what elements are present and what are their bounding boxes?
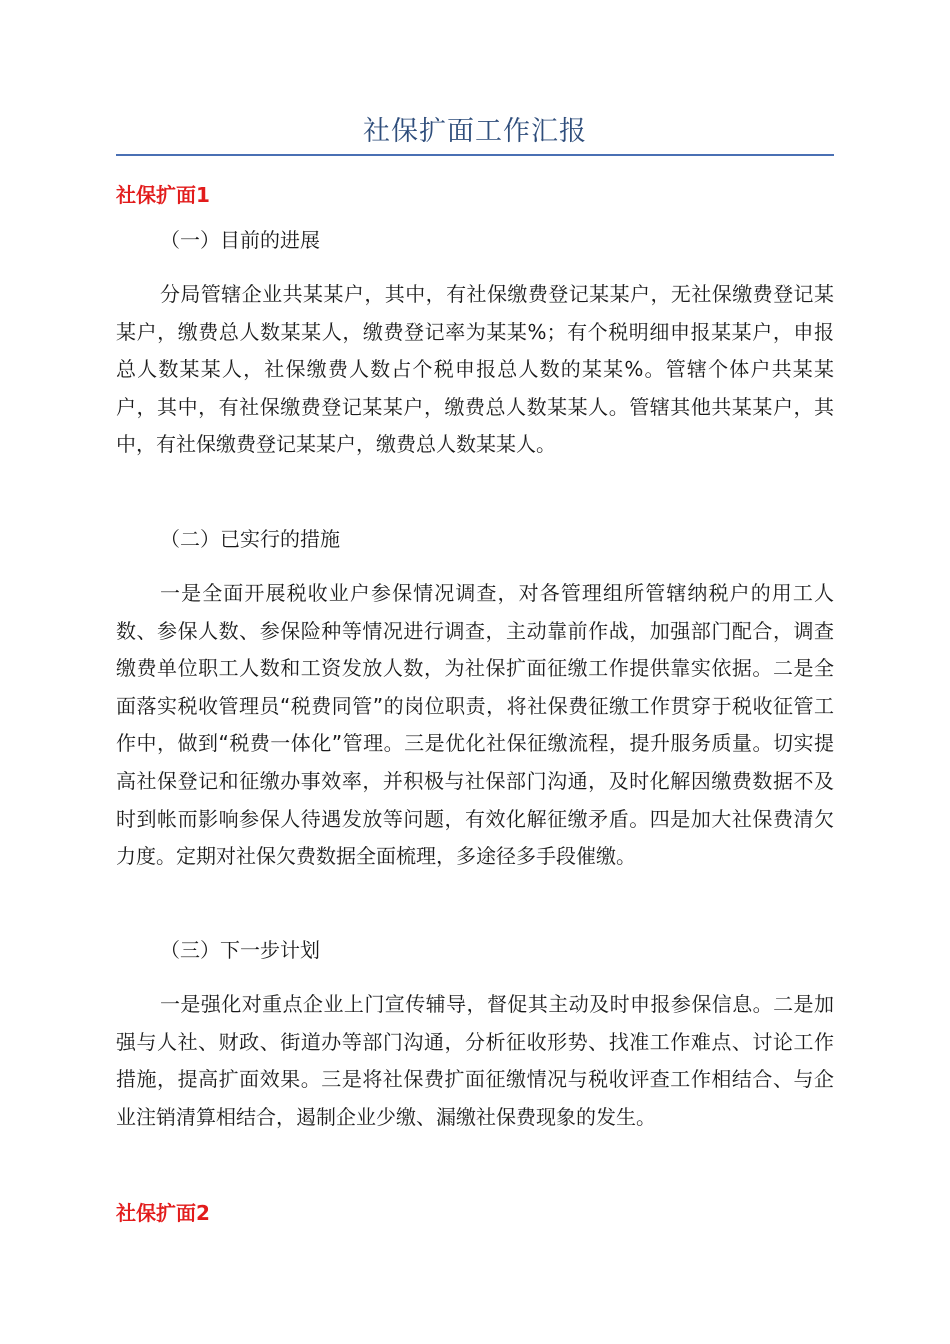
subsection-heading-measures: （二）已实行的措施 <box>160 527 340 551</box>
section-heading-1: 社保扩面1 <box>116 183 210 207</box>
subsection-heading-progress: （一）目前的进展 <box>160 228 320 252</box>
paragraph-progress: 分局管辖企业共某某户，其中，有社保缴费登记某某户，无社保缴费登记某某户，缴费总人数某某人，缴费登记率为某某%；有个税明细申报某某户，申报总人数某某人，社保缴费人数占个税申报总人数的某某%。管辖个体户共某某户，其中，有社保缴费登记某某户，缴费总人数某某人。管辖其他共某某户，其中，有社保缴费登记某某户，缴费总人数某某人。 <box>116 282 834 457</box>
paragraph-measures: 一是全面开展税收业户参保情况调查，对各管理组所管辖纳税户的用工人数、参保人数、参保险种等情况进行调查，主动靠前作战，加强部门配合，调查缴费单位职工人数和工资发放人数，为社保扩面征缴工作提供靠实依据。二是全面落实税收管理员“税费同管”的岗位职责，将社保费征缴工作贯穿于税收征管工作中，做到“税费一体化”管理。三是优化社保征缴流程，提升服务质量。切实提高社保登记和征缴办事效率，并积极与社保部门沟通，及时化解因缴费数据不及时到帐而影响参保人待遇发放等问题，有效化解征缴矛盾。四是加大社保费清欠力度。定期对社保欠费数据全面梳理，多途径多手段催缴。 <box>116 581 834 869</box>
title-underline <box>116 154 834 156</box>
paragraph-plan: 一是强化对重点企业上门宣传辅导，督促其主动及时申报参保信息。二是加强与人社、财政、街道办等部门沟通，分析征收形势、找准工作难点、讨论工作措施，提高扩面效果。三是将社保费扩面征缴情况与税收评查工作相结合、与企业注销清算相结合，遏制企业少缴、漏缴社保费现象的发生。 <box>116 992 834 1129</box>
subsection-heading-plan: （三）下一步计划 <box>160 938 320 962</box>
section-heading-2: 社保扩面2 <box>116 1201 210 1225</box>
document-title: 社保扩面工作汇报 <box>363 116 587 147</box>
